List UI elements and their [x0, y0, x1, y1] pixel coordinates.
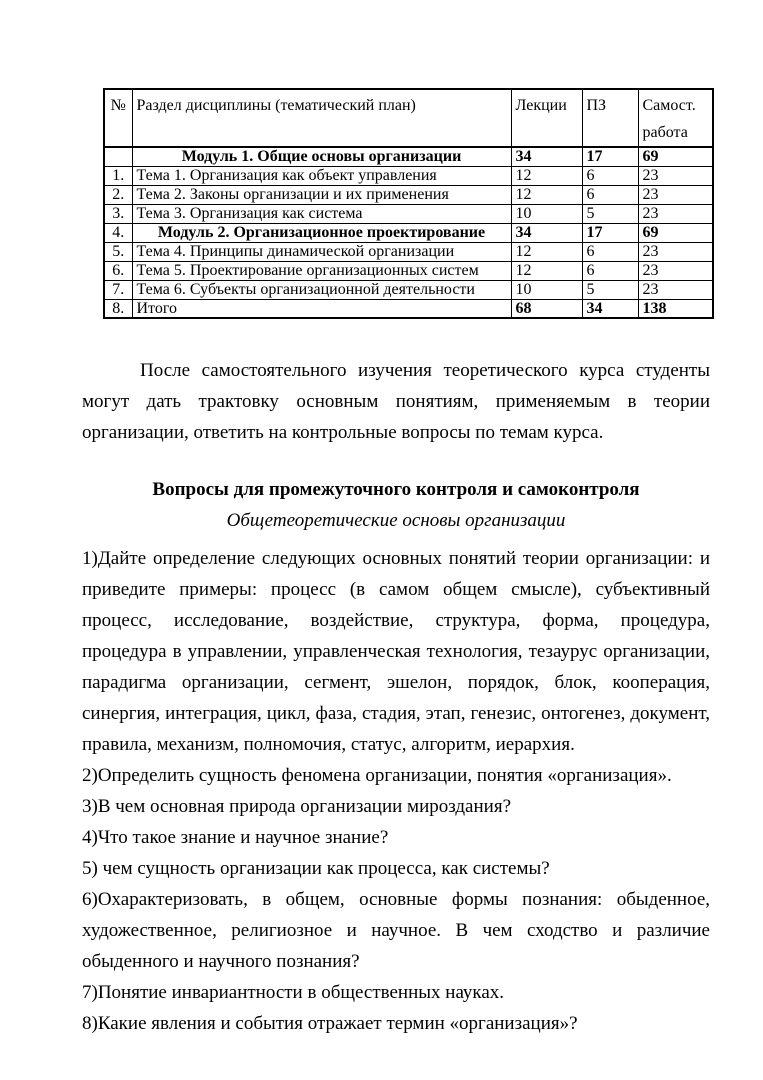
cell-number: 2.	[104, 185, 132, 204]
cell-pz: 34	[582, 299, 638, 318]
table-header-row	[104, 89, 713, 147]
header-lectures: Лекции	[511, 89, 582, 147]
cell-self-work: 23	[638, 185, 713, 204]
curriculum-table	[103, 88, 714, 319]
question-item: 2)Определить сущность феномена организации, понятия «организация».	[82, 765, 672, 786]
cell-self-work: 138	[638, 299, 713, 318]
cell-self-work: 23	[638, 261, 713, 280]
cell-self-work: 23	[638, 280, 713, 299]
section-heading: Вопросы для промежуточного контроля и самоконтроля	[152, 479, 640, 500]
table-row	[104, 242, 713, 261]
cell-self-work: 69	[638, 147, 713, 166]
questions-list	[82, 543, 710, 1039]
cell-pz: 5	[582, 280, 638, 299]
intro-paragraph: После самостоятельного изучения теоретического курса студенты могут дать трактовку основным понятиям, применяемым в теории организации, ответить на контрольные вопросы по темам курса.	[82, 360, 710, 443]
header-pz: ПЗ	[582, 89, 638, 147]
cell-lectures: 10	[511, 280, 582, 299]
cell-number: 8.	[104, 299, 132, 318]
cell-title: Тема 3. Организация как система	[132, 204, 511, 223]
cell-title: Модуль 1. Общие основы организации	[132, 147, 511, 166]
text-block	[82, 355, 710, 1039]
section-subheading: Общетеоретические основы организации	[226, 510, 566, 531]
cell-number: 1.	[104, 166, 132, 185]
cell-lectures: 12	[511, 166, 582, 185]
question-item: 5) чем сущность организации как процесса, как системы?	[82, 858, 550, 879]
cell-number: 4.	[104, 223, 132, 242]
header-section: Раздел дисциплины (тематический план)	[132, 89, 511, 147]
question-item: 8)Какие явления и события отражает термин «организация»?	[82, 1013, 578, 1034]
table-row	[104, 166, 713, 185]
cell-self-work: 23	[638, 242, 713, 261]
question-item: 3)В чем основная природа организации мироздания?	[82, 796, 512, 817]
cell-pz: 17	[582, 147, 638, 166]
cell-number: 7.	[104, 280, 132, 299]
cell-title: Тема 4. Принципы динамической организации	[132, 242, 511, 261]
cell-title: Тема 6. Субъекты организационной деятельности	[132, 280, 511, 299]
table-row	[104, 280, 713, 299]
cell-number: 5.	[104, 242, 132, 261]
question-item: 6)Охарактеризовать, в общем, основные формы познания: обыденное, художественное, религиозное и научное. В чем сходство и различие обыденного и научного познания?	[82, 889, 710, 972]
header-number: №	[104, 89, 132, 147]
cell-title: Итого	[132, 299, 511, 318]
question-item: 7)Понятие инвариантности в общественных науках.	[82, 982, 505, 1003]
cell-title: Тема 2. Законы организации и их применения	[132, 185, 511, 204]
cell-self-work: 23	[638, 204, 713, 223]
cell-number: 6.	[104, 261, 132, 280]
cell-title: Тема 1. Организация как объект управления	[132, 166, 511, 185]
cell-number: 3.	[104, 204, 132, 223]
table-row-module-2	[104, 223, 713, 242]
table-row	[104, 261, 713, 280]
cell-lectures: 34	[511, 223, 582, 242]
question-item: 1)Дайте определение следующих основных понятий теории организации: и приведите примеры: процесс (в самом общем смысле), субъективный процесс, исследование, воздействие, структура, форма, процедура, процедура в управлении, управленческая технология, тезаурус организации, парадигма организации, сегмент, эшелон, порядок, блок, кооперация, синергия, интеграция, цикл, фаза, стадия, этап, генезис, онтогенез, документ, правила, механизм, полномочия, статус, алгоритм, иерархия.	[82, 548, 710, 755]
table-row	[104, 185, 713, 204]
cell-pz: 5	[582, 204, 638, 223]
header-self-work: Самост. работа	[638, 89, 713, 147]
cell-pz: 6	[582, 242, 638, 261]
cell-pz: 17	[582, 223, 638, 242]
table-row-total	[104, 299, 713, 318]
cell-pz: 6	[582, 185, 638, 204]
cell-lectures: 12	[511, 261, 582, 280]
cell-lectures: 12	[511, 185, 582, 204]
cell-pz: 6	[582, 166, 638, 185]
cell-pz: 6	[582, 261, 638, 280]
cell-lectures: 12	[511, 242, 582, 261]
cell-title: Тема 5. Проектирование организационных систем	[132, 261, 511, 280]
cell-lectures: 68	[511, 299, 582, 318]
table-row-module-1	[104, 147, 713, 166]
cell-lectures: 10	[511, 204, 582, 223]
cell-self-work: 69	[638, 223, 713, 242]
question-item: 4)Что такое знание и научное знание?	[82, 827, 389, 848]
cell-title: Модуль 2. Организационное проектирование	[132, 223, 511, 242]
table-row	[104, 204, 713, 223]
cell-lectures: 34	[511, 147, 582, 166]
cell-self-work: 23	[638, 166, 713, 185]
cell-number	[104, 147, 132, 166]
